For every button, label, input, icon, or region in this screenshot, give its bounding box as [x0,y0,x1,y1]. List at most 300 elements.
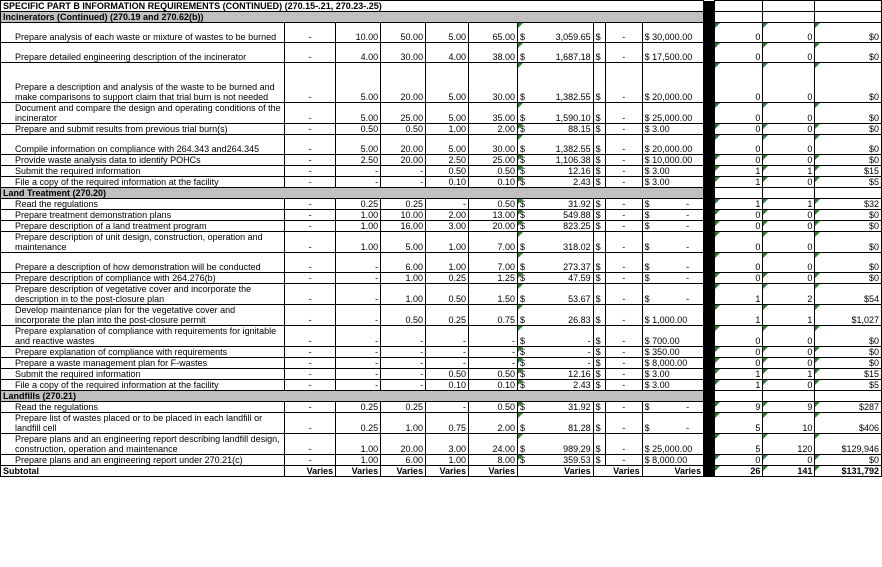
other-cost-cell[interactable]: - [605,380,642,391]
activity-description[interactable]: Prepare treatment demonstration plans [1,210,285,221]
respondents-cell[interactable]: 0 [715,135,763,155]
total-hours-cell[interactable]: 0.10 [468,380,517,391]
hours-cell[interactable]: 0.25 [336,413,381,434]
hours-cell[interactable]: 4.00 [426,43,469,63]
responses-cell[interactable]: 0 [763,273,815,284]
capital-cost-cell[interactable] [642,402,703,413]
hours-cell[interactable]: 5.00 [426,103,469,124]
hours-cell[interactable]: - [285,369,336,380]
labor-cost-cell[interactable]: 2.43 [530,380,593,391]
hours-cell[interactable]: - [285,413,336,434]
hours-cell[interactable]: - [285,232,336,253]
activity-description[interactable]: Compile information on compliance with 264.343 and264.345 [1,135,285,155]
annual-cost-cell[interactable]: $0 [815,155,882,166]
total-hours-cell[interactable]: - [468,326,517,347]
hours-cell[interactable]: 1.00 [336,232,381,253]
capital-cost-cell[interactable]: $ 3.00 [642,380,703,391]
respondents-cell[interactable]: 0 [715,23,763,43]
respondents-cell[interactable]: 5 [715,434,763,455]
capital-cost-cell[interactable] [642,413,703,434]
hours-cell[interactable]: 5.00 [336,135,381,155]
responses-cell[interactable]: 0 [763,380,815,391]
hours-cell[interactable]: - [285,177,336,188]
annual-cost-cell[interactable]: $0 [815,135,882,155]
capital-cost-cell[interactable] [642,284,703,305]
annual-cost-cell[interactable]: $15 [815,166,882,177]
activity-description[interactable]: Prepare list of wastes placed or to be placed in each landfill or landfill cell [1,413,285,434]
total-hours-cell[interactable]: 30.00 [468,135,517,155]
hours-cell[interactable]: 30.00 [381,43,426,63]
respondents-cell[interactable]: 0 [715,210,763,221]
respondents-cell[interactable]: 0 [715,63,763,103]
capital-cost-cell[interactable]: $ 3.00 [642,166,703,177]
hours-cell[interactable]: - [336,177,381,188]
total-hours-cell[interactable]: 1.25 [468,273,517,284]
hours-cell[interactable]: 0.10 [426,380,469,391]
hours-cell[interactable]: 0.25 [426,273,469,284]
hours-cell[interactable]: - [426,326,469,347]
total-hours-cell[interactable]: 25.00 [468,155,517,166]
hours-cell[interactable]: 20.00 [381,155,426,166]
labor-cost-cell[interactable]: 2.43 [530,177,593,188]
hours-cell[interactable]: 0.50 [336,124,381,135]
hours-cell[interactable]: 0.50 [426,166,469,177]
other-cost-cell[interactable]: - [605,135,642,155]
responses-cell[interactable]: 1 [763,166,815,177]
other-cost-cell[interactable]: - [605,103,642,124]
labor-cost-cell[interactable]: 1,382.55 [530,135,593,155]
other-cost-cell[interactable]: - [605,413,642,434]
capital-cost-cell[interactable] [642,273,703,284]
annual-cost-cell[interactable]: $0 [815,43,882,63]
annual-cost-cell[interactable]: $5 [815,177,882,188]
hours-cell[interactable]: 0.50 [426,369,469,380]
hours-cell[interactable]: - [285,166,336,177]
hours-cell[interactable]: 10.00 [381,210,426,221]
total-hours-cell[interactable]: 20.00 [468,221,517,232]
capital-cost-cell[interactable]: $ 10,000.00 [642,155,703,166]
hours-cell[interactable]: 1.00 [381,273,426,284]
respondents-cell[interactable]: 1 [715,177,763,188]
hours-cell[interactable]: 1.00 [336,455,381,466]
annual-cost-cell[interactable]: $54 [815,284,882,305]
hours-cell[interactable]: - [285,380,336,391]
capital-cost-cell[interactable] [642,210,703,221]
labor-cost-cell[interactable]: 53.67 [530,284,593,305]
hours-cell[interactable]: 4.00 [336,43,381,63]
other-cost-cell[interactable]: - [605,63,642,103]
activity-description[interactable]: Prepare detailed engineering description of the incinerator [1,43,285,63]
hours-cell[interactable]: 2.00 [426,210,469,221]
hours-cell[interactable]: - [336,358,381,369]
responses-cell[interactable]: 0 [763,43,815,63]
total-hours-cell[interactable]: - [468,358,517,369]
respondents-cell[interactable]: 0 [715,253,763,273]
hours-cell[interactable]: - [336,253,381,273]
total-hours-cell[interactable]: 0.10 [468,177,517,188]
hours-cell[interactable]: - [426,347,469,358]
hours-cell[interactable]: - [381,166,426,177]
hours-cell[interactable]: 20.00 [381,135,426,155]
other-cost-cell[interactable]: - [605,210,642,221]
hours-cell[interactable]: 25.00 [381,103,426,124]
labor-cost-cell[interactable]: 47.59 [530,273,593,284]
capital-cost-cell[interactable]: $ 1,000.00 [642,305,703,326]
annual-cost-cell[interactable]: $0 [815,455,882,466]
capital-cost-cell[interactable]: $ 3.00 [642,124,703,135]
hours-cell[interactable]: 1.00 [336,210,381,221]
respondents-cell[interactable]: 0 [715,358,763,369]
respondents-cell[interactable]: 0 [715,103,763,124]
responses-cell[interactable]: 1 [763,199,815,210]
respondents-cell[interactable]: 0 [715,273,763,284]
capital-cost-cell[interactable]: $ 8,000.00 [642,455,703,466]
hours-cell[interactable]: 0.50 [381,124,426,135]
responses-cell[interactable]: 0 [763,124,815,135]
total-hours-cell[interactable]: 7.00 [468,253,517,273]
hours-cell[interactable]: - [381,347,426,358]
hours-cell[interactable]: 1.00 [426,124,469,135]
annual-cost-cell[interactable]: $0 [815,358,882,369]
activity-description[interactable]: Prepare description of vegetative cover and incorporate the description in to the post-closure plan [1,284,285,305]
respondents-cell[interactable]: 0 [715,326,763,347]
other-cost-cell[interactable]: - [605,358,642,369]
hours-cell[interactable]: 50.00 [381,23,426,43]
capital-cost-cell[interactable]: $ 25,000.00 [642,434,703,455]
respondents-cell[interactable]: 1 [715,166,763,177]
total-hours-cell[interactable]: 2.00 [468,124,517,135]
capital-cost-cell[interactable] [642,232,703,253]
hours-cell[interactable]: - [381,380,426,391]
responses-cell[interactable]: 0 [763,23,815,43]
capital-cost-cell[interactable]: $ 20,000.00 [642,63,703,103]
annual-cost-cell[interactable]: $32 [815,199,882,210]
hours-cell[interactable]: - [426,358,469,369]
responses-cell[interactable]: 0 [763,253,815,273]
respondents-cell[interactable]: 1 [715,369,763,380]
annual-cost-cell[interactable]: $0 [815,253,882,273]
hours-cell[interactable]: - [285,402,336,413]
responses-cell[interactable]: 0 [763,326,815,347]
other-cost-cell[interactable]: - [605,253,642,273]
activity-description[interactable]: Read the regulations [1,402,285,413]
hours-cell[interactable]: 0.75 [426,413,469,434]
labor-cost-cell[interactable]: 31.92 [530,402,593,413]
labor-cost-cell[interactable]: 81.28 [530,413,593,434]
hours-cell[interactable]: 5.00 [381,232,426,253]
responses-cell[interactable]: 1 [763,305,815,326]
other-cost-cell[interactable]: - [605,347,642,358]
activity-description[interactable]: Prepare description of unit design, construction, operation and maintenance [1,232,285,253]
other-cost-cell[interactable]: - [605,221,642,232]
hours-cell[interactable]: - [336,326,381,347]
other-cost-cell[interactable]: - [605,369,642,380]
hours-cell[interactable]: 0.25 [336,402,381,413]
respondents-cell[interactable]: 5 [715,413,763,434]
other-cost-cell[interactable]: - [605,273,642,284]
hours-cell[interactable]: - [285,273,336,284]
hours-cell[interactable]: - [381,358,426,369]
capital-cost-cell[interactable]: $ 3.00 [642,177,703,188]
activity-description[interactable]: Prepare a description of how demonstration will be conducted [1,253,285,273]
labor-cost-cell[interactable]: 549.88 [530,210,593,221]
labor-cost-cell[interactable]: 12.16 [530,369,593,380]
hours-cell[interactable]: 5.00 [426,23,469,43]
labor-cost-cell[interactable]: 989.29 [530,434,593,455]
total-hours-cell[interactable]: 7.00 [468,232,517,253]
total-hours-cell[interactable]: 0.50 [468,369,517,380]
annual-cost-cell[interactable]: $0 [815,326,882,347]
total-hours-cell[interactable]: 0.50 [468,199,517,210]
capital-cost-cell[interactable] [642,221,703,232]
hours-cell[interactable]: - [285,199,336,210]
total-hours-cell[interactable]: 8.00 [468,455,517,466]
annual-cost-cell[interactable]: $5 [815,380,882,391]
activity-description[interactable]: Develop maintenance plan for the vegetative cover and incorporate the plan into the post-closure permit [1,305,285,326]
capital-cost-cell[interactable] [642,199,703,210]
capital-cost-cell[interactable]: $ 20,000.00 [642,135,703,155]
total-hours-cell[interactable]: 0.50 [468,166,517,177]
hours-cell[interactable]: 2.50 [336,155,381,166]
respondents-cell[interactable]: 0 [715,347,763,358]
hours-cell[interactable]: 6.00 [381,253,426,273]
capital-cost-cell[interactable] [642,253,703,273]
hours-cell[interactable]: - [285,210,336,221]
hours-cell[interactable]: 0.50 [381,305,426,326]
activity-description[interactable]: Prepare a waste management plan for F-wastes [1,358,285,369]
hours-cell[interactable]: 1.00 [426,253,469,273]
respondents-cell[interactable]: 1 [715,284,763,305]
capital-cost-cell[interactable]: $ 25,000.00 [642,103,703,124]
annual-cost-cell[interactable]: $1,027 [815,305,882,326]
annual-cost-cell[interactable]: $0 [815,23,882,43]
total-hours-cell[interactable]: 35.00 [468,103,517,124]
respondents-cell[interactable]: 1 [715,305,763,326]
activity-description[interactable]: Prepare and submit results from previous trial burn(s) [1,124,285,135]
hours-cell[interactable]: - [285,221,336,232]
responses-cell[interactable]: 0 [763,210,815,221]
capital-cost-cell[interactable]: $ 3.00 [642,369,703,380]
hours-cell[interactable]: 0.50 [426,284,469,305]
total-hours-cell[interactable]: - [468,347,517,358]
hours-cell[interactable]: - [426,199,469,210]
hours-cell[interactable]: 1.00 [426,232,469,253]
activity-description[interactable]: Prepare analysis of each waste or mixture of wastes to be burned [1,23,285,43]
total-hours-cell[interactable]: 0.50 [468,402,517,413]
labor-cost-cell[interactable]: 1,590.10 [530,103,593,124]
hours-cell[interactable]: - [285,358,336,369]
annual-cost-cell[interactable]: $0 [815,210,882,221]
hours-cell[interactable]: 0.10 [426,177,469,188]
annual-cost-cell[interactable]: $0 [815,221,882,232]
other-cost-cell[interactable]: - [605,177,642,188]
hours-cell[interactable]: 0.25 [426,305,469,326]
hours-cell[interactable]: 20.00 [381,63,426,103]
activity-description[interactable]: Prepare plans and an engineering report describing landfill design, construction, operation and maintenance [1,434,285,455]
other-cost-cell[interactable]: - [605,155,642,166]
labor-cost-cell[interactable]: 3,059.65 [530,23,593,43]
hours-cell[interactable]: 16.00 [381,221,426,232]
labor-cost-cell[interactable]: 359.53 [530,455,593,466]
hours-cell[interactable]: - [285,455,336,466]
hours-cell[interactable]: - [285,155,336,166]
responses-cell[interactable]: 9 [763,402,815,413]
hours-cell[interactable]: - [426,402,469,413]
other-cost-cell[interactable]: - [605,23,642,43]
other-cost-cell[interactable]: - [605,43,642,63]
activity-description[interactable]: Prepare explanation of compliance with requirements [1,347,285,358]
activity-description[interactable]: Prepare explanation of compliance with requirements for ignitable and reactive wastes [1,326,285,347]
capital-cost-cell[interactable]: $ 350.00 [642,347,703,358]
other-cost-cell[interactable]: - [605,402,642,413]
responses-cell[interactable]: 2 [763,284,815,305]
capital-cost-cell[interactable]: $ 8,000.00 [642,358,703,369]
responses-cell[interactable]: 0 [763,135,815,155]
activity-description[interactable]: Prepare description of a land treatment program [1,221,285,232]
total-hours-cell[interactable]: 13.00 [468,210,517,221]
respondents-cell[interactable]: 0 [715,455,763,466]
respondents-cell[interactable]: 0 [715,124,763,135]
capital-cost-cell[interactable]: $ 17,500.00 [642,43,703,63]
hours-cell[interactable]: - [336,347,381,358]
hours-cell[interactable]: - [381,369,426,380]
respondents-cell[interactable]: 1 [715,199,763,210]
hours-cell[interactable]: 1.00 [336,221,381,232]
responses-cell[interactable]: 0 [763,103,815,124]
hours-cell[interactable]: 20.00 [381,434,426,455]
hours-cell[interactable]: - [285,23,336,43]
annual-cost-cell[interactable]: $0 [815,232,882,253]
hours-cell[interactable]: - [336,369,381,380]
hours-cell[interactable]: - [336,273,381,284]
respondents-cell[interactable]: 0 [715,43,763,63]
responses-cell[interactable]: 0 [763,455,815,466]
hours-cell[interactable]: - [285,326,336,347]
hours-cell[interactable]: 0.25 [381,402,426,413]
responses-cell[interactable]: 0 [763,63,815,103]
hours-cell[interactable]: - [336,284,381,305]
total-hours-cell[interactable]: 30.00 [468,63,517,103]
other-cost-cell[interactable]: - [605,305,642,326]
respondents-cell[interactable]: 1 [715,380,763,391]
labor-cost-cell[interactable]: 1,687.18 [530,43,593,63]
annual-cost-cell[interactable]: $129,946 [815,434,882,455]
activity-description[interactable]: File a copy of the required information at the facility [1,380,285,391]
annual-cost-cell[interactable]: $0 [815,63,882,103]
labor-cost-cell[interactable]: 318.02 [530,232,593,253]
labor-cost-cell[interactable]: 823.25 [530,221,593,232]
hours-cell[interactable]: - [285,43,336,63]
respondents-cell[interactable]: 0 [715,232,763,253]
labor-cost-cell[interactable]: 26.83 [530,305,593,326]
total-hours-cell[interactable]: 0.75 [468,305,517,326]
annual-cost-cell[interactable]: $15 [815,369,882,380]
other-cost-cell[interactable]: - [605,124,642,135]
hours-cell[interactable]: 10.00 [336,23,381,43]
labor-cost-cell[interactable]: - [530,358,593,369]
hours-cell[interactable]: - [285,103,336,124]
responses-cell[interactable]: 0 [763,347,815,358]
capital-cost-cell[interactable]: $ 30,000.00 [642,23,703,43]
activity-description[interactable]: Submit the required information [1,369,285,380]
annual-cost-cell[interactable]: $0 [815,347,882,358]
total-hours-cell[interactable]: 2.00 [468,413,517,434]
labor-cost-cell[interactable]: - [530,326,593,347]
activity-description[interactable]: Read the regulations [1,199,285,210]
total-hours-cell[interactable]: 24.00 [468,434,517,455]
other-cost-cell[interactable]: - [605,455,642,466]
hours-cell[interactable]: - [336,166,381,177]
hours-cell[interactable]: 5.00 [336,103,381,124]
responses-cell[interactable]: 120 [763,434,815,455]
labor-cost-cell[interactable]: 31.92 [530,199,593,210]
hours-cell[interactable]: - [285,284,336,305]
hours-cell[interactable]: - [336,305,381,326]
hours-cell[interactable]: 0.25 [381,199,426,210]
hours-cell[interactable]: - [381,326,426,347]
activity-description[interactable]: Document and compare the design and operating conditions of the incinerator [1,103,285,124]
responses-cell[interactable]: 0 [763,358,815,369]
responses-cell[interactable]: 0 [763,232,815,253]
responses-cell[interactable]: 1 [763,369,815,380]
hours-cell[interactable]: - [285,135,336,155]
labor-cost-cell[interactable]: 88.15 [530,124,593,135]
activity-description[interactable]: Submit the required information [1,166,285,177]
other-cost-cell[interactable]: - [605,326,642,347]
hours-cell[interactable]: - [285,253,336,273]
responses-cell[interactable]: 10 [763,413,815,434]
annual-cost-cell[interactable]: $287 [815,402,882,413]
hours-cell[interactable]: 2.50 [426,155,469,166]
hours-cell[interactable]: 5.00 [336,63,381,103]
responses-cell[interactable]: 0 [763,177,815,188]
hours-cell[interactable]: 3.00 [426,434,469,455]
labor-cost-cell[interactable]: 1,106.38 [530,155,593,166]
labor-cost-cell[interactable]: - [530,347,593,358]
annual-cost-cell[interactable]: $406 [815,413,882,434]
other-cost-cell[interactable]: - [605,434,642,455]
annual-cost-cell[interactable]: $0 [815,103,882,124]
hours-cell[interactable]: 0.25 [336,199,381,210]
responses-cell[interactable]: 0 [763,155,815,166]
total-hours-cell[interactable]: 1.50 [468,284,517,305]
total-hours-cell[interactable]: 65.00 [468,23,517,43]
hours-cell[interactable]: 5.00 [426,135,469,155]
hours-cell[interactable]: 5.00 [426,63,469,103]
labor-cost-cell[interactable]: 1,382.55 [530,63,593,103]
respondents-cell[interactable]: 0 [715,155,763,166]
labor-cost-cell[interactable]: 12.16 [530,166,593,177]
activity-description[interactable]: Prepare description of compliance with 264.276(b) [1,273,285,284]
annual-cost-cell[interactable]: $0 [815,124,882,135]
hours-cell[interactable]: 6.00 [381,455,426,466]
hours-cell[interactable]: 1.00 [381,413,426,434]
other-cost-cell[interactable]: - [605,166,642,177]
other-cost-cell[interactable]: - [605,232,642,253]
activity-description[interactable]: Prepare a description and analysis of the waste to be burned and make comparisons to support claim that trial burn is not needed [1,63,285,103]
other-cost-cell[interactable]: - [605,284,642,305]
hours-cell[interactable]: 1.00 [381,284,426,305]
capital-cost-cell[interactable]: $ 700.00 [642,326,703,347]
hours-cell[interactable]: - [285,347,336,358]
hours-cell[interactable]: 3.00 [426,221,469,232]
respondents-cell[interactable]: 0 [715,221,763,232]
hours-cell[interactable]: - [381,177,426,188]
hours-cell[interactable]: - [285,434,336,455]
respondents-cell[interactable]: 9 [715,402,763,413]
activity-description[interactable]: Provide waste analysis data to identify POHCs [1,155,285,166]
hours-cell[interactable]: 1.00 [336,434,381,455]
